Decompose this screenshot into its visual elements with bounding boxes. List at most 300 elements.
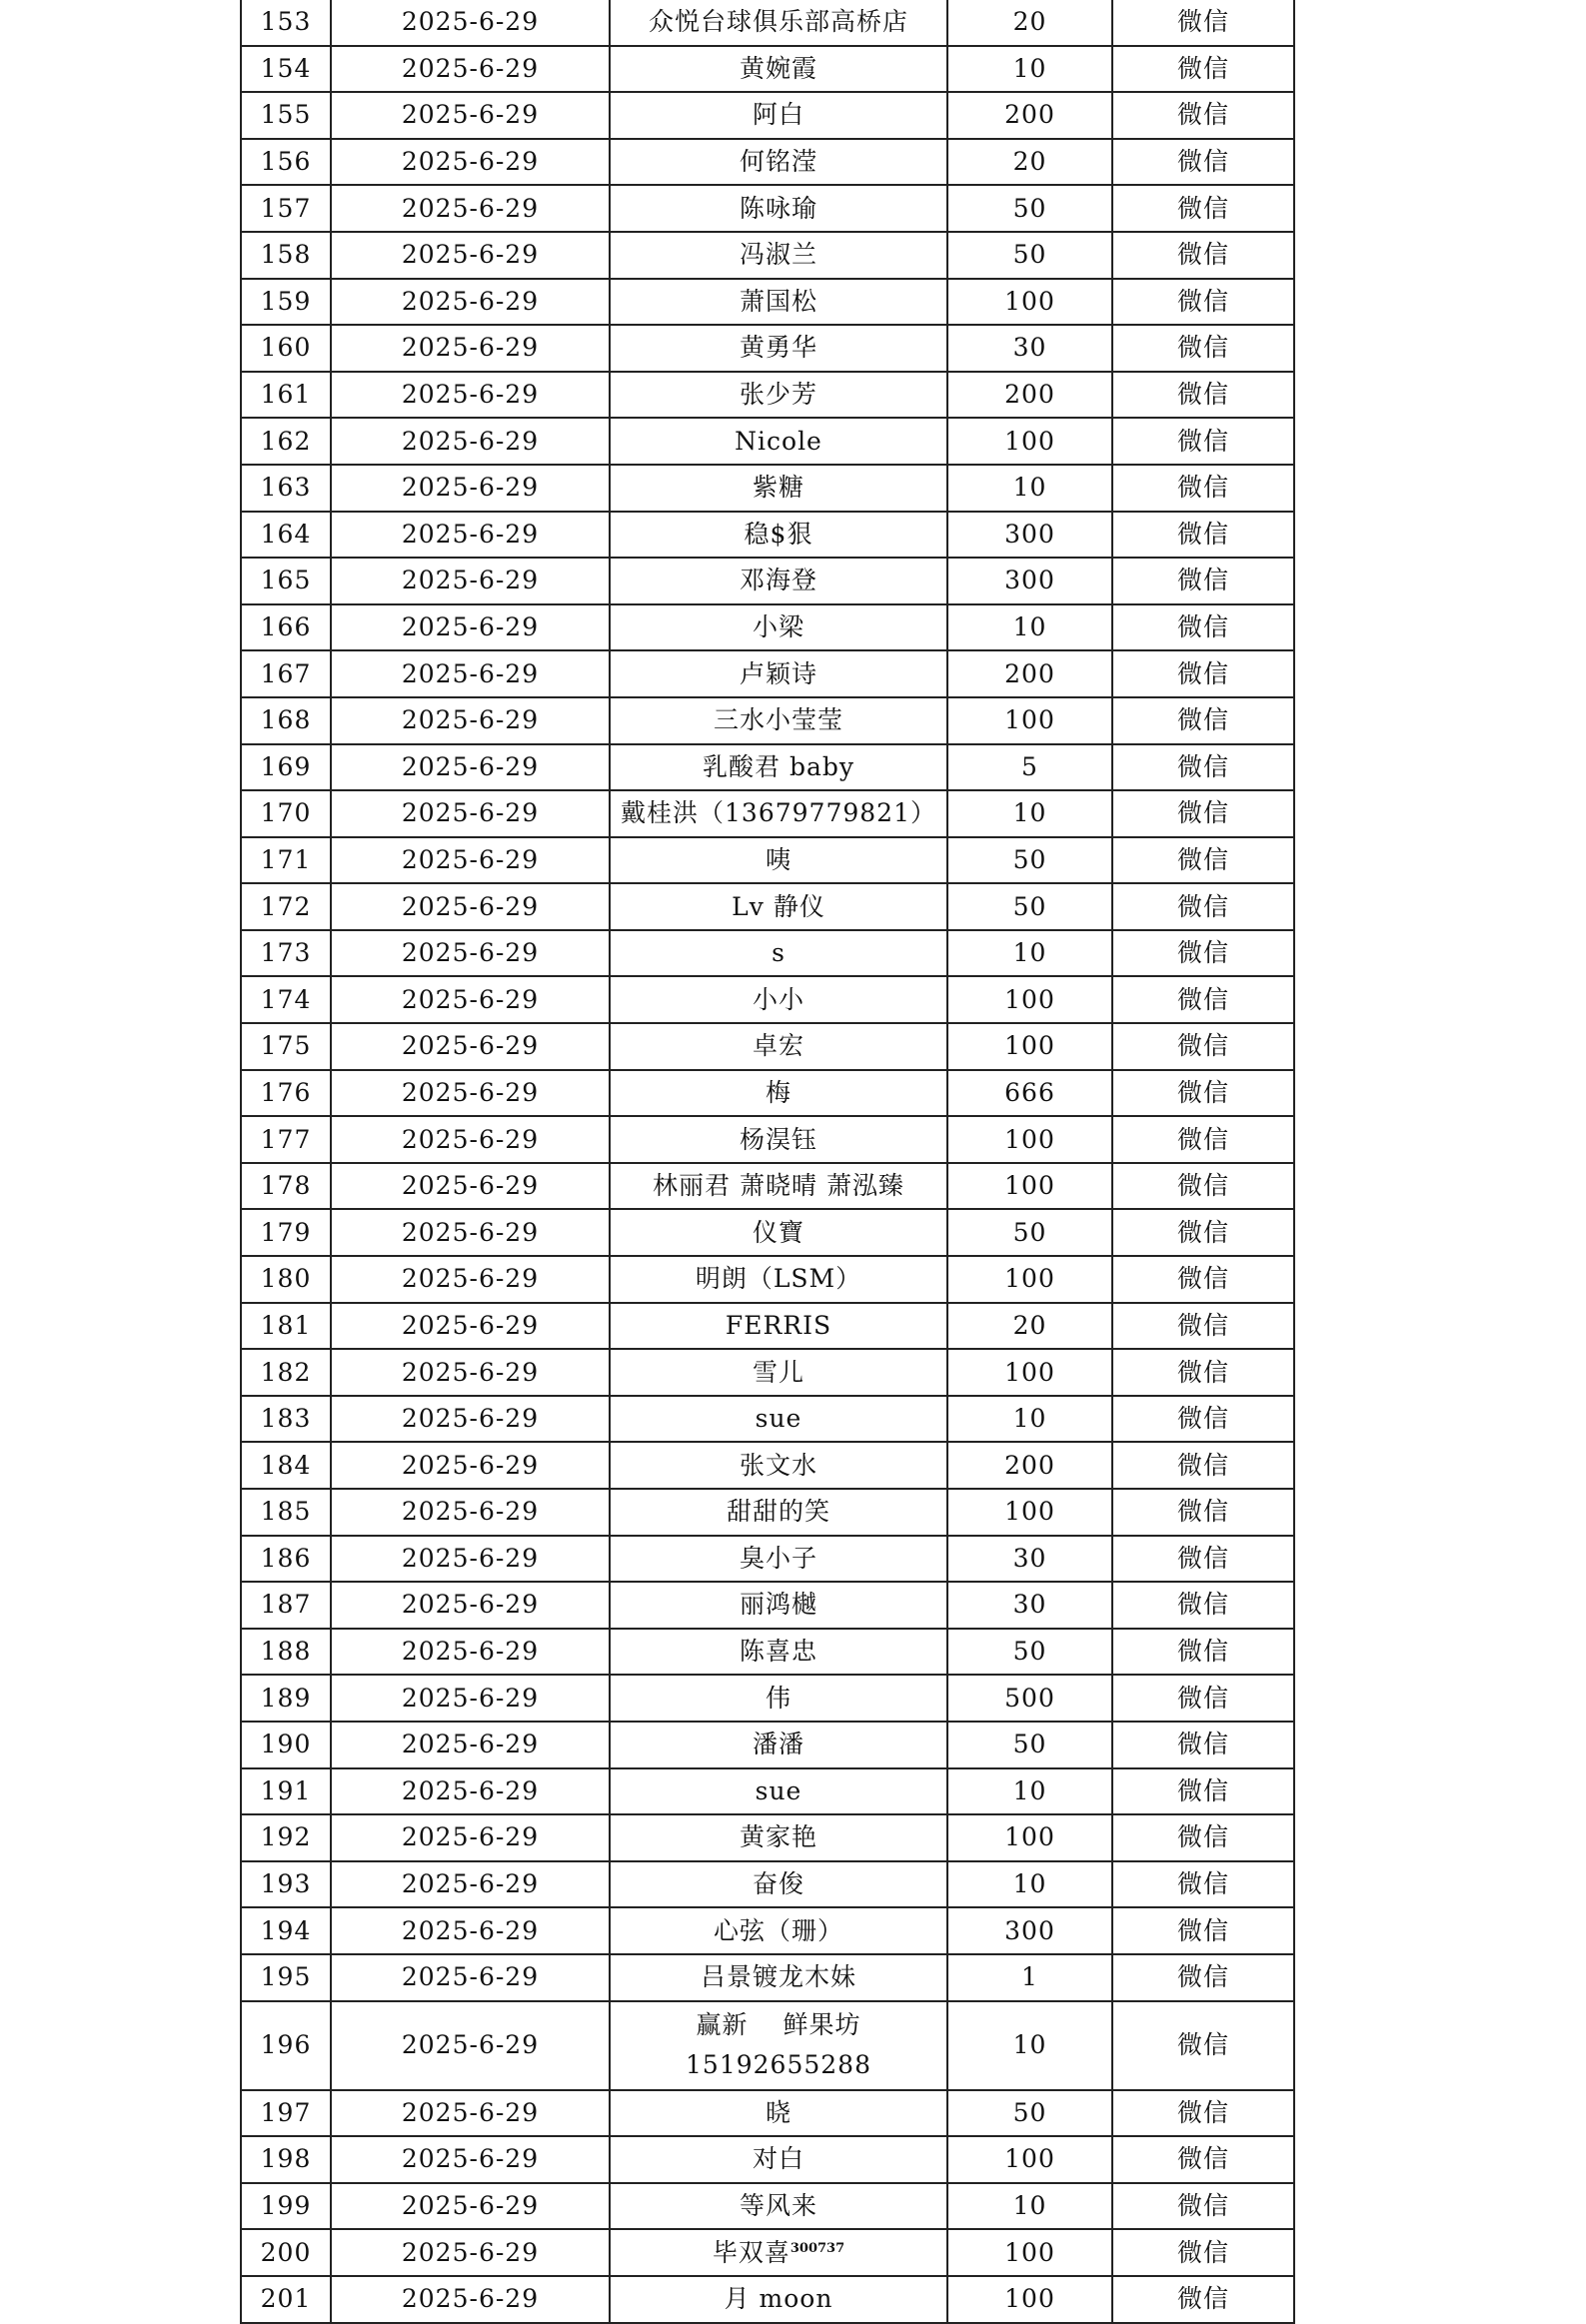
donor-name-cell: 邓海登: [610, 558, 947, 604]
amount-cell: 200: [947, 650, 1112, 697]
payment-method-cell: 微信: [1112, 883, 1294, 930]
donation-table: [240, 0, 1295, 2324]
date-cell: 2025-6-29: [331, 1768, 610, 1815]
amount-cell: 50: [947, 2090, 1112, 2137]
table-row: [241, 790, 1294, 837]
donor-name-cell: 仪寶: [610, 1209, 947, 1256]
payment-method-cell: 微信: [1112, 976, 1294, 1023]
table-row: [241, 697, 1294, 744]
donor-name-cell: 紫糖: [610, 465, 947, 512]
table-row: [241, 465, 1294, 512]
payment-method-cell: 微信: [1112, 1582, 1294, 1629]
payment-method-cell: 微信: [1112, 1303, 1294, 1350]
donor-name-cell: 乳酸君 baby: [610, 744, 947, 791]
amount-cell: 10: [947, 1396, 1112, 1443]
date-cell: 2025-6-29: [331, 650, 610, 697]
date-cell: 2025-6-29: [331, 46, 610, 93]
date-cell: 2025-6-29: [331, 604, 610, 651]
payment-method-cell: 微信: [1112, 650, 1294, 697]
payment-method-cell: 微信: [1112, 1256, 1294, 1303]
table-row: [241, 2001, 1294, 2090]
donor-name-cell: 众悦台球俱乐部高桥店: [610, 0, 947, 46]
date-cell: 2025-6-29: [331, 790, 610, 837]
table-row: [241, 0, 1294, 46]
table-row: [241, 92, 1294, 139]
date-cell: 2025-6-29: [331, 1489, 610, 1536]
date-cell: 2025-6-29: [331, 976, 610, 1023]
donor-name-cell: 等风来: [610, 2183, 947, 2230]
table-row: [241, 558, 1294, 604]
payment-method-cell: 微信: [1112, 1536, 1294, 1583]
amount-cell: 100: [947, 697, 1112, 744]
row-number-cell: 171: [241, 837, 331, 884]
table-row: [241, 650, 1294, 697]
row-number-cell: 173: [241, 930, 331, 977]
row-number-cell: 156: [241, 139, 331, 186]
date-cell: 2025-6-29: [331, 1954, 610, 2001]
table-row: [241, 1256, 1294, 1303]
date-cell: 2025-6-29: [331, 2136, 610, 2183]
payment-method-cell: 微信: [1112, 139, 1294, 186]
table-row: [241, 1209, 1294, 1256]
table-row: [241, 185, 1294, 232]
amount-cell: 50: [947, 1722, 1112, 1768]
date-cell: 2025-6-29: [331, 372, 610, 419]
amount-cell: 10: [947, 930, 1112, 977]
row-number-cell: 163: [241, 465, 331, 512]
payment-method-cell: 微信: [1112, 744, 1294, 791]
date-cell: 2025-6-29: [331, 1256, 610, 1303]
date-cell: 2025-6-29: [331, 1070, 610, 1117]
row-number-cell: 183: [241, 1396, 331, 1443]
table-row: [241, 512, 1294, 559]
date-cell: 2025-6-29: [331, 1349, 610, 1396]
date-cell: 2025-6-29: [331, 697, 610, 744]
amount-cell: 1: [947, 1954, 1112, 2001]
table-row: [241, 1536, 1294, 1583]
row-number-cell: 154: [241, 46, 331, 93]
date-cell: 2025-6-29: [331, 930, 610, 977]
date-cell: 2025-6-29: [331, 2090, 610, 2137]
table-row: [241, 1675, 1294, 1722]
donor-name-cell: 臭小子: [610, 1536, 947, 1583]
date-cell: 2025-6-29: [331, 1303, 610, 1350]
donor-name-cell: 黄婉霞: [610, 46, 947, 93]
row-number-cell: 166: [241, 604, 331, 651]
payment-method-cell: 微信: [1112, 2136, 1294, 2183]
date-cell: 2025-6-29: [331, 92, 610, 139]
date-cell: 2025-6-29: [331, 2001, 610, 2090]
table-row: [241, 1629, 1294, 1676]
payment-method-cell: 微信: [1112, 2090, 1294, 2137]
payment-method-cell: 微信: [1112, 2001, 1294, 2090]
row-number-cell: 185: [241, 1489, 331, 1536]
row-number-cell: 189: [241, 1675, 331, 1722]
donor-name-cell: 冯淑兰: [610, 232, 947, 279]
date-cell: 2025-6-29: [331, 418, 610, 465]
table-row: [241, 883, 1294, 930]
payment-method-cell: 微信: [1112, 697, 1294, 744]
amount-cell: 20: [947, 139, 1112, 186]
payment-method-cell: 微信: [1112, 325, 1294, 372]
payment-method-cell: 微信: [1112, 1349, 1294, 1396]
row-number-cell: 184: [241, 1442, 331, 1489]
table-row: [241, 1442, 1294, 1489]
amount-cell: 100: [947, 1116, 1112, 1163]
amount-cell: 30: [947, 1582, 1112, 1629]
row-number-cell: 192: [241, 1814, 331, 1861]
donor-name-cell: Lv 静仪: [610, 883, 947, 930]
payment-method-cell: 微信: [1112, 372, 1294, 419]
date-cell: 2025-6-29: [331, 1163, 610, 1210]
donor-name-cell: 丽鸿樾: [610, 1582, 947, 1629]
donor-name-cell: s: [610, 930, 947, 977]
payment-method-cell: 微信: [1112, 1814, 1294, 1861]
table-row: [241, 2276, 1294, 2323]
amount-cell: 10: [947, 1768, 1112, 1815]
payment-method-cell: 微信: [1112, 279, 1294, 326]
payment-method-cell: 微信: [1112, 2276, 1294, 2323]
amount-cell: 50: [947, 232, 1112, 279]
amount-cell: 20: [947, 0, 1112, 46]
table-row: [241, 1116, 1294, 1163]
payment-method-cell: 微信: [1112, 2183, 1294, 2230]
payment-method-cell: 微信: [1112, 2229, 1294, 2276]
row-number-cell: 194: [241, 1907, 331, 1954]
donor-name-cell: 萧国松: [610, 279, 947, 326]
row-number-cell: 177: [241, 1116, 331, 1163]
payment-method-cell: 微信: [1112, 930, 1294, 977]
payment-method-cell: 微信: [1112, 1675, 1294, 1722]
payment-method-cell: 微信: [1112, 1023, 1294, 1070]
date-cell: 2025-6-29: [331, 325, 610, 372]
date-cell: 2025-6-29: [331, 1582, 610, 1629]
row-number-cell: 153: [241, 0, 331, 46]
date-cell: 2025-6-29: [331, 1722, 610, 1768]
donor-name-cell: 戴桂洪（13679779821）: [610, 790, 947, 837]
row-number-cell: 199: [241, 2183, 331, 2230]
donor-name-cell: 黄家艳: [610, 1814, 947, 1861]
amount-cell: 300: [947, 558, 1112, 604]
payment-method-cell: 微信: [1112, 837, 1294, 884]
date-cell: 2025-6-29: [331, 837, 610, 884]
row-number-cell: 164: [241, 512, 331, 559]
row-number-cell: 196: [241, 2001, 331, 2090]
amount-cell: 100: [947, 279, 1112, 326]
donor-name-cell: 梅: [610, 1070, 947, 1117]
donor-name-cell: 伟: [610, 1675, 947, 1722]
donor-name-cell: FERRIS: [610, 1303, 947, 1350]
date-cell: 2025-6-29: [331, 465, 610, 512]
table-row: [241, 2183, 1294, 2230]
table-row: [241, 744, 1294, 791]
amount-cell: 10: [947, 2001, 1112, 2090]
payment-method-cell: 微信: [1112, 790, 1294, 837]
payment-method-cell: 微信: [1112, 1163, 1294, 1210]
donor-name-cell: 林丽君 萧晓晴 萧泓臻: [610, 1163, 947, 1210]
table-row: [241, 46, 1294, 93]
donor-name-cell: 陈喜忠: [610, 1629, 947, 1676]
donor-name-cell: 何铭滢: [610, 139, 947, 186]
payment-method-cell: 微信: [1112, 1629, 1294, 1676]
date-cell: 2025-6-29: [331, 1536, 610, 1583]
donor-name-cell: 甜甜的笑: [610, 1489, 947, 1536]
row-number-cell: 158: [241, 232, 331, 279]
row-number-cell: 197: [241, 2090, 331, 2137]
amount-cell: 200: [947, 92, 1112, 139]
row-number-cell: 159: [241, 279, 331, 326]
donor-name-superscript: 300737: [790, 2240, 845, 2256]
amount-cell: 100: [947, 2276, 1112, 2323]
date-cell: 2025-6-29: [331, 139, 610, 186]
row-number-cell: 186: [241, 1536, 331, 1583]
date-cell: 2025-6-29: [331, 1675, 610, 1722]
donor-name-cell: 黄勇华: [610, 325, 947, 372]
row-number-cell: 170: [241, 790, 331, 837]
date-cell: 2025-6-29: [331, 2183, 610, 2230]
date-cell: 2025-6-29: [331, 1023, 610, 1070]
amount-cell: 10: [947, 604, 1112, 651]
donor-name-cell: [610, 2229, 947, 2276]
amount-cell: 20: [947, 1303, 1112, 1350]
table-row: [241, 1070, 1294, 1117]
table-row: [241, 372, 1294, 419]
payment-method-cell: 微信: [1112, 1954, 1294, 2001]
row-number-cell: 174: [241, 976, 331, 1023]
donor-name-cell: 阿白: [610, 92, 947, 139]
payment-method-cell: 微信: [1112, 558, 1294, 604]
donor-name-cell: 三水小莹莹: [610, 697, 947, 744]
donor-name-cell: 潘潘: [610, 1722, 947, 1768]
table-row: [241, 1023, 1294, 1070]
table-row: [241, 1396, 1294, 1443]
row-number-cell: 168: [241, 697, 331, 744]
table-row: [241, 279, 1294, 326]
row-number-cell: 195: [241, 1954, 331, 2001]
payment-method-cell: 微信: [1112, 1396, 1294, 1443]
amount-cell: 10: [947, 2183, 1112, 2230]
date-cell: 2025-6-29: [331, 2276, 610, 2323]
row-number-cell: 169: [241, 744, 331, 791]
amount-cell: 500: [947, 1675, 1112, 1722]
row-number-cell: 182: [241, 1349, 331, 1396]
amount-cell: 100: [947, 2136, 1112, 2183]
row-number-cell: 190: [241, 1722, 331, 1768]
donor-name-cell: 对白: [610, 2136, 947, 2183]
payment-method-cell: 微信: [1112, 1116, 1294, 1163]
payment-method-cell: 微信: [1112, 512, 1294, 559]
amount-cell: 200: [947, 1442, 1112, 1489]
amount-cell: 100: [947, 1349, 1112, 1396]
amount-cell: 100: [947, 2229, 1112, 2276]
donor-name-cell: sue: [610, 1768, 947, 1815]
date-cell: 2025-6-29: [331, 558, 610, 604]
donor-name-cell: 卓宏: [610, 1023, 947, 1070]
payment-method-cell: 微信: [1112, 1768, 1294, 1815]
table-row: [241, 2090, 1294, 2137]
row-number-cell: 172: [241, 883, 331, 930]
row-number-cell: 187: [241, 1582, 331, 1629]
row-number-cell: 188: [241, 1629, 331, 1676]
amount-cell: 100: [947, 1023, 1112, 1070]
amount-cell: 100: [947, 1814, 1112, 1861]
row-number-cell: 161: [241, 372, 331, 419]
row-number-cell: 191: [241, 1768, 331, 1815]
row-number-cell: 201: [241, 2276, 331, 2323]
date-cell: 2025-6-29: [331, 883, 610, 930]
donor-name-cell: 张文水: [610, 1442, 947, 1489]
amount-cell: 100: [947, 1163, 1112, 1210]
date-cell: 2025-6-29: [331, 1814, 610, 1861]
row-number-cell: 162: [241, 418, 331, 465]
amount-cell: 10: [947, 1861, 1112, 1908]
amount-cell: 200: [947, 372, 1112, 419]
table-row: [241, 1163, 1294, 1210]
table-row: [241, 604, 1294, 651]
table-row: [241, 2136, 1294, 2183]
donor-name-cell: 晓: [610, 2090, 947, 2137]
amount-cell: 100: [947, 1256, 1112, 1303]
table-row: [241, 1303, 1294, 1350]
donor-name-cell: 小小: [610, 976, 947, 1023]
row-number-cell: 165: [241, 558, 331, 604]
donor-name-cell: 心弦（珊）: [610, 1907, 947, 1954]
amount-cell: 10: [947, 465, 1112, 512]
row-number-cell: 175: [241, 1023, 331, 1070]
row-number-cell: 200: [241, 2229, 331, 2276]
date-cell: 2025-6-29: [331, 1209, 610, 1256]
donor-name-line: 15192655288: [686, 2050, 871, 2080]
payment-method-cell: 微信: [1112, 0, 1294, 46]
table-row: [241, 1349, 1294, 1396]
date-cell: 2025-6-29: [331, 185, 610, 232]
amount-cell: 50: [947, 837, 1112, 884]
row-number-cell: 179: [241, 1209, 331, 1256]
payment-method-cell: 微信: [1112, 232, 1294, 279]
donor-name-cell: 明朗（LSM）: [610, 1256, 947, 1303]
table-row: [241, 325, 1294, 372]
amount-cell: 10: [947, 790, 1112, 837]
date-cell: 2025-6-29: [331, 2229, 610, 2276]
table-row: [241, 1861, 1294, 1908]
payment-method-cell: 微信: [1112, 1209, 1294, 1256]
date-cell: 2025-6-29: [331, 512, 610, 559]
donor-name-cell: 雪儿: [610, 1349, 947, 1396]
amount-cell: 30: [947, 1536, 1112, 1583]
payment-method-cell: 微信: [1112, 1489, 1294, 1536]
table-row: [241, 1768, 1294, 1815]
date-cell: 2025-6-29: [331, 1861, 610, 1908]
table-row: [241, 1954, 1294, 2001]
table-row: [241, 1722, 1294, 1768]
table-row: [241, 837, 1294, 884]
table-row: [241, 1582, 1294, 1629]
donor-name-cell: sue: [610, 1396, 947, 1443]
row-number-cell: 157: [241, 185, 331, 232]
amount-cell: 666: [947, 1070, 1112, 1117]
amount-cell: 100: [947, 976, 1112, 1023]
row-number-cell: 155: [241, 92, 331, 139]
payment-method-cell: 微信: [1112, 418, 1294, 465]
donor-name-cell: 吕景镀龙木妹: [610, 1954, 947, 2001]
row-number-cell: 167: [241, 650, 331, 697]
table-row: [241, 2229, 1294, 2276]
table-row: [241, 1907, 1294, 1954]
donor-name-cell: 卢颖诗: [610, 650, 947, 697]
table-row: [241, 1489, 1294, 1536]
donor-name-cell: 咦: [610, 837, 947, 884]
amount-cell: 50: [947, 185, 1112, 232]
payment-method-cell: 微信: [1112, 92, 1294, 139]
table-row: [241, 418, 1294, 465]
payment-method-cell: 微信: [1112, 46, 1294, 93]
date-cell: 2025-6-29: [331, 1116, 610, 1163]
payment-method-cell: 微信: [1112, 1722, 1294, 1768]
payment-method-cell: 微信: [1112, 604, 1294, 651]
donor-name-cell: 奋俊: [610, 1861, 947, 1908]
amount-cell: 50: [947, 1209, 1112, 1256]
donor-name-cell: Nicole: [610, 418, 947, 465]
donor-name-text: 毕双喜: [712, 2237, 791, 2267]
amount-cell: 100: [947, 418, 1112, 465]
payment-method-cell: 微信: [1112, 1442, 1294, 1489]
date-cell: 2025-6-29: [331, 744, 610, 791]
payment-method-cell: 微信: [1112, 1070, 1294, 1117]
table-row: [241, 976, 1294, 1023]
amount-cell: 5: [947, 744, 1112, 791]
donor-name-cell: 月 moon: [610, 2276, 947, 2323]
donor-name-cell: 杨淏钰: [610, 1116, 947, 1163]
payment-method-cell: 微信: [1112, 1861, 1294, 1908]
donor-name-line: 赢新 鲜果坊: [696, 2010, 861, 2040]
payment-method-cell: 微信: [1112, 1907, 1294, 1954]
amount-cell: 10: [947, 46, 1112, 93]
date-cell: 2025-6-29: [331, 1907, 610, 1954]
row-number-cell: 180: [241, 1256, 331, 1303]
date-cell: 2025-6-29: [331, 232, 610, 279]
date-cell: 2025-6-29: [331, 0, 610, 46]
row-number-cell: 193: [241, 1861, 331, 1908]
date-cell: 2025-6-29: [331, 1396, 610, 1443]
date-cell: 2025-6-29: [331, 1629, 610, 1676]
row-number-cell: 160: [241, 325, 331, 372]
row-number-cell: 198: [241, 2136, 331, 2183]
donor-name-cell: 张少芳: [610, 372, 947, 419]
table-row: [241, 1814, 1294, 1861]
row-number-cell: 178: [241, 1163, 331, 1210]
donor-name-cell: [610, 2001, 947, 2090]
amount-cell: 50: [947, 1629, 1112, 1676]
row-number-cell: 181: [241, 1303, 331, 1350]
donor-name-cell: 稳$狠: [610, 512, 947, 559]
date-cell: 2025-6-29: [331, 1442, 610, 1489]
payment-method-cell: 微信: [1112, 185, 1294, 232]
table-body: [241, 0, 1294, 2323]
donor-name-cell: 小梁: [610, 604, 947, 651]
amount-cell: 300: [947, 512, 1112, 559]
amount-cell: 50: [947, 883, 1112, 930]
table-row: [241, 232, 1294, 279]
amount-cell: 30: [947, 325, 1112, 372]
donor-name-cell: 陈咏瑜: [610, 185, 947, 232]
payment-method-cell: 微信: [1112, 465, 1294, 512]
date-cell: 2025-6-29: [331, 279, 610, 326]
table-row: [241, 139, 1294, 186]
row-number-cell: 176: [241, 1070, 331, 1117]
table-row: [241, 930, 1294, 977]
amount-cell: 300: [947, 1907, 1112, 1954]
amount-cell: 100: [947, 1489, 1112, 1536]
